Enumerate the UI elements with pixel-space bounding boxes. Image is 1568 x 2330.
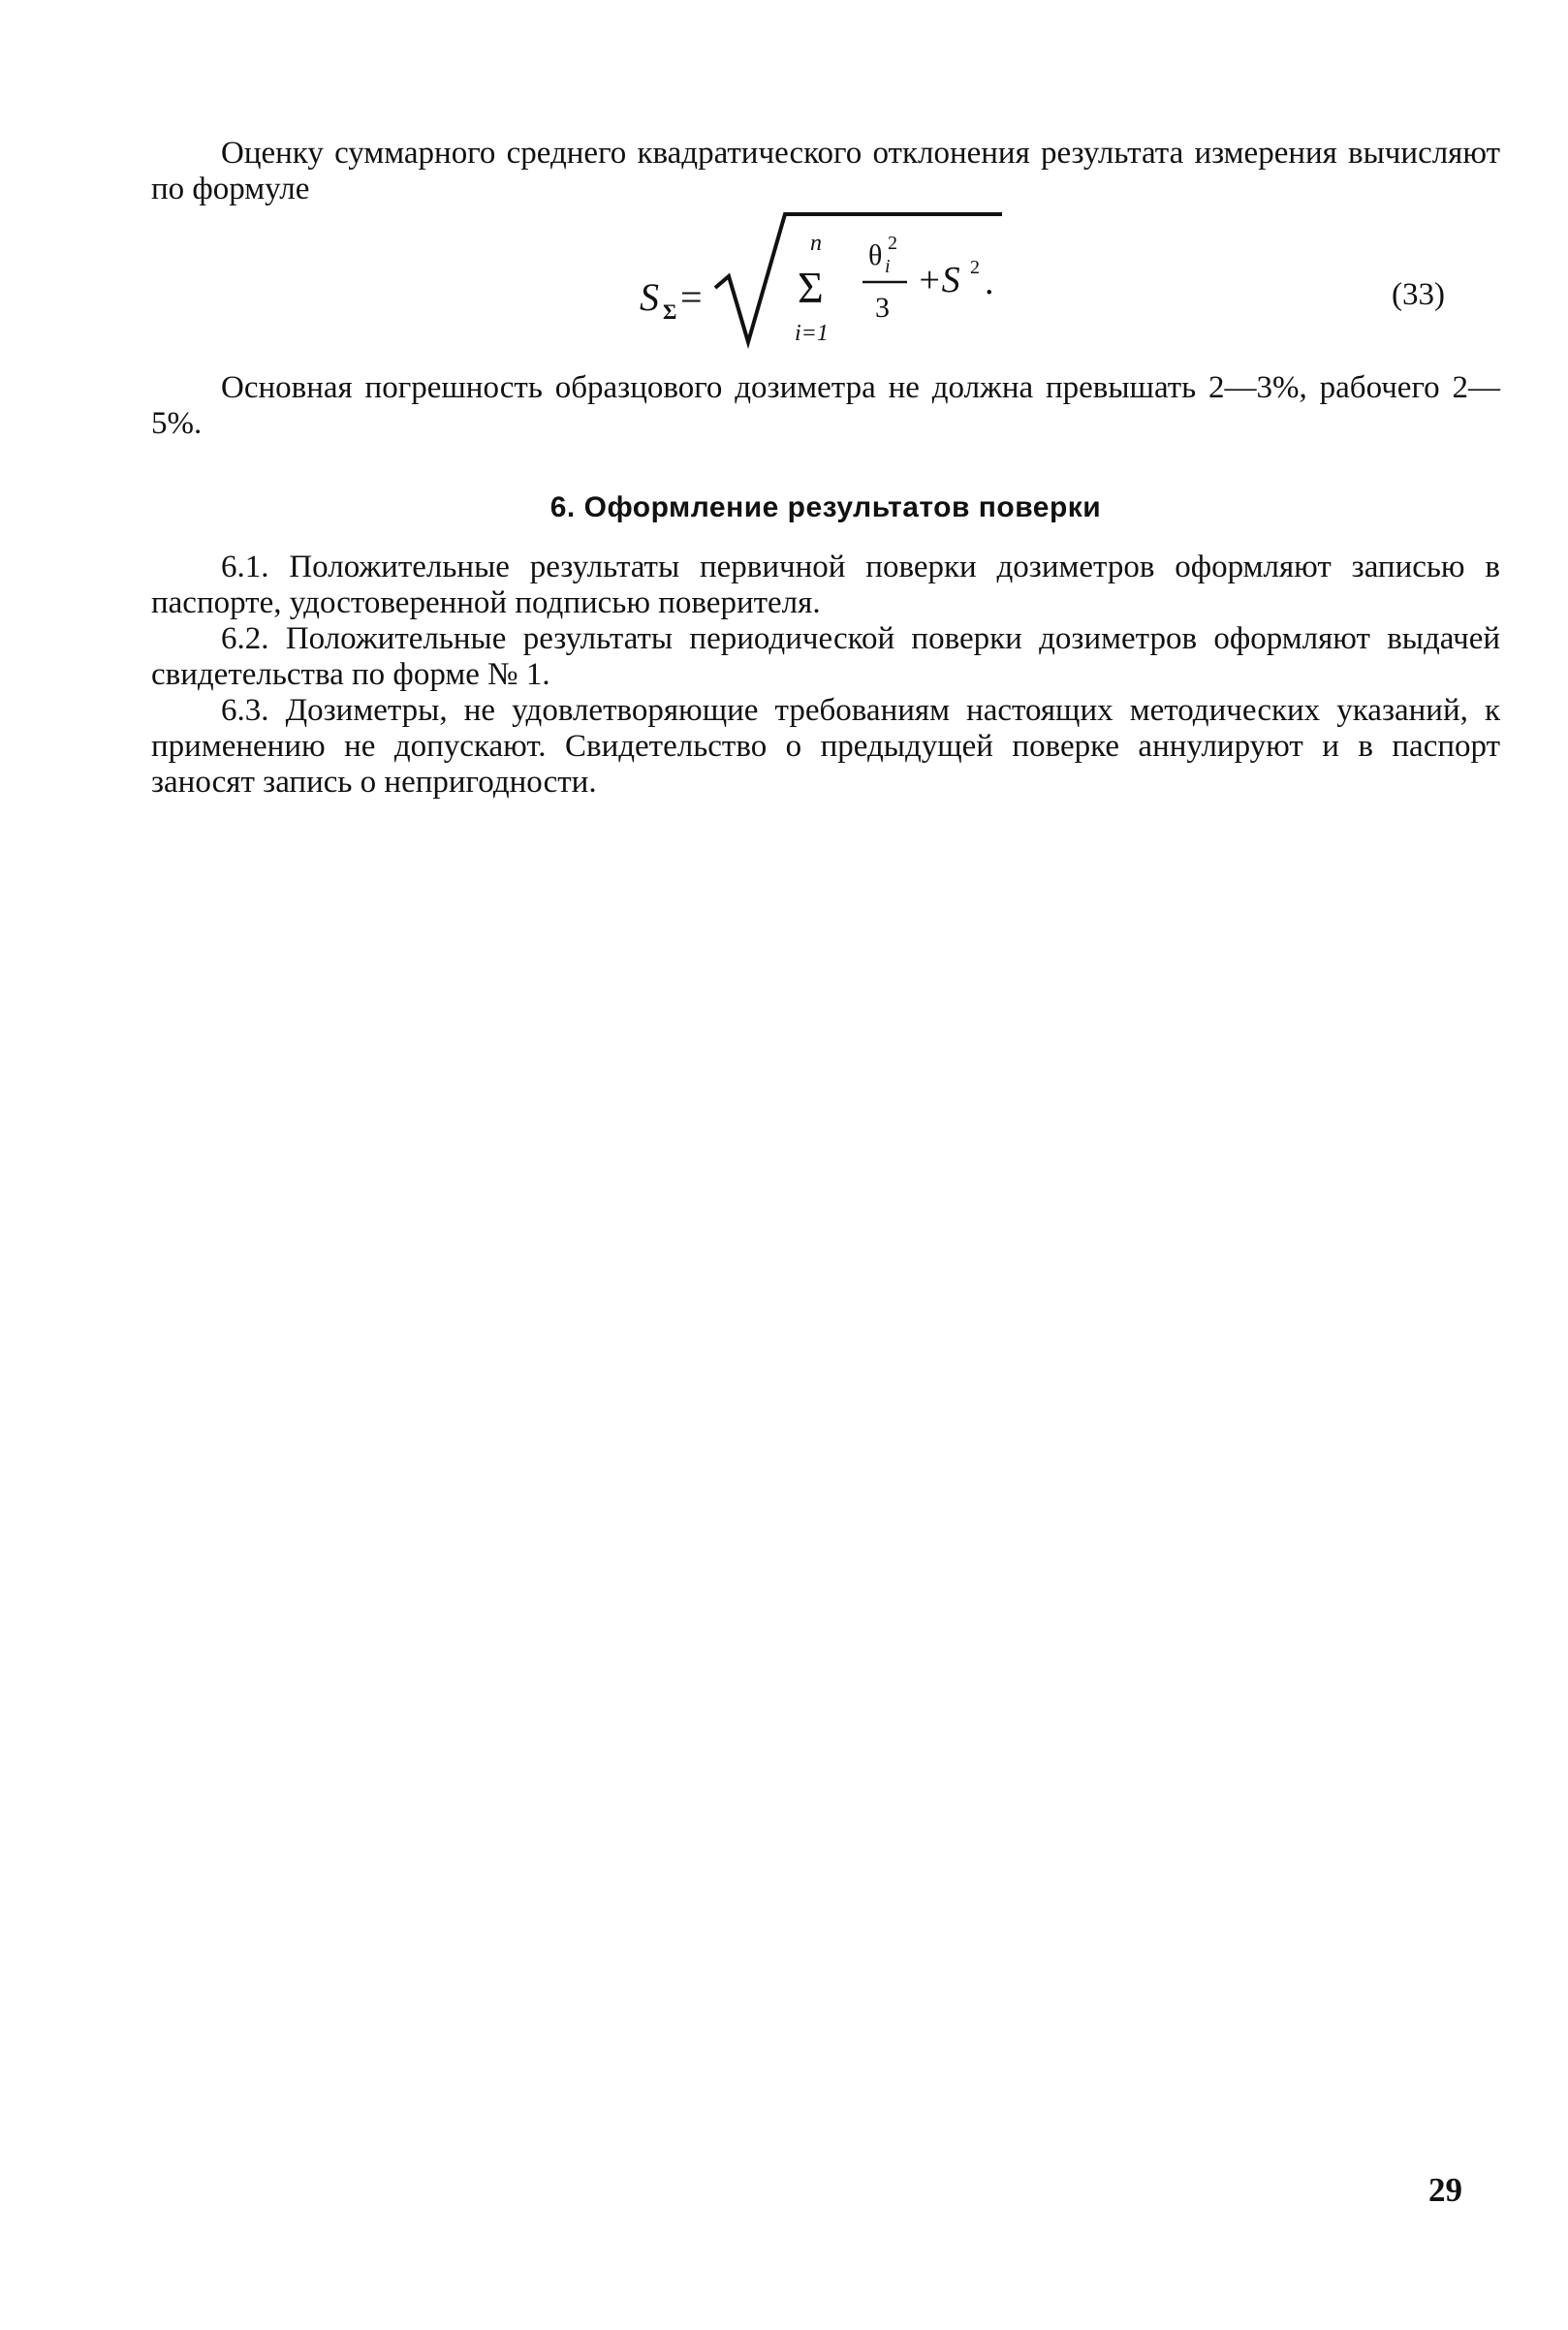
section-heading: 6. Оформление результатов поверки bbox=[549, 491, 1102, 523]
paragraph-intro bbox=[151, 136, 1500, 207]
section-clauses bbox=[151, 550, 1500, 801]
formula-equals: = bbox=[680, 275, 703, 319]
formula-plus-term: +S bbox=[917, 260, 960, 300]
formula-denominator: 3 bbox=[875, 292, 890, 324]
formula-33 bbox=[620, 208, 1066, 354]
formula-sum-symbol: Σ bbox=[798, 263, 824, 312]
formula-svg bbox=[620, 208, 1066, 354]
paragraph-intro-text: Оценку суммарного среднего квадратического отклонения результата измерения вычисляют по формуле bbox=[151, 136, 1500, 206]
formula-lhs-symbol: S bbox=[640, 275, 659, 319]
formula-sum-upper: n bbox=[810, 231, 822, 256]
formula-end-punct: . bbox=[985, 262, 994, 302]
page-number: 29 bbox=[1428, 2171, 1462, 2209]
formula-numerator-subscript: i bbox=[885, 256, 891, 277]
clause-6-3: 6.3. Дозиметры, не удовлетворяющие требованиям настоящих методических указаний, к применению не допускают. Свидетельство о предыдущей поверке аннулируют и в паспорт заносят запись о непригодности. bbox=[151, 693, 1500, 800]
formula-numerator-power: 2 bbox=[888, 233, 897, 254]
formula-numerator-symbol: θ bbox=[868, 239, 883, 271]
equation-number: (33) bbox=[1392, 277, 1445, 312]
formula-plus-term-power: 2 bbox=[970, 257, 980, 278]
paragraph-error-limit bbox=[151, 370, 1500, 442]
formula-lhs-subscript: Σ bbox=[663, 299, 677, 324]
clause-6-2: 6.2. Положительные результаты периодической поверки дозиметров оформляют выдачей свидетельства по форме № 1. bbox=[151, 621, 1500, 692]
formula-sum-lower: i=1 bbox=[795, 321, 829, 346]
clause-6-1: 6.1. Положительные результаты первичной поверки дозиметров оформляют записью в паспорте, удостоверенной подписью поверителя. bbox=[151, 550, 1500, 620]
paragraph-error-limit-text: Основная погрешность образцового дозиметра не должна превышать 2—3%, рабочего 2—5%. bbox=[151, 370, 1500, 441]
